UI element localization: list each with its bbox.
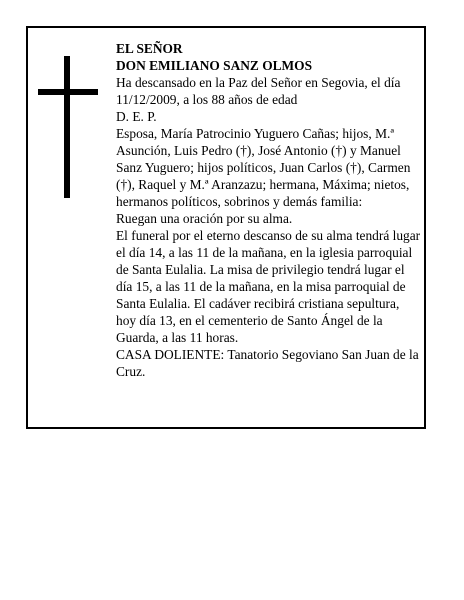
latin-cross-icon [38,56,98,198]
obituary-text [116,40,422,380]
deceased-name: DON EMILIANO SANZ OLMOS [116,58,313,73]
funeral-home: CASA DOLIENTE: Tanatorio Segoviano San Juan de la Cruz. [116,347,419,379]
cross-horizontal-bar [38,89,98,95]
obituary-notice [26,26,426,429]
notice-title: EL SEÑOR [116,41,183,56]
cross-vertical-bar [64,56,70,198]
rest-in-peace: D. E. P. [116,109,157,124]
family-members: Esposa, María Patrocinio Yuguero Cañas; hijos, M.ª Asunción, Luis Pedro (†), José Antonio (†) y Manuel Sanz Yuguero; hijos políticos, Juan Carlos (†), Carmen (†), Raquel y M.ª Aranzazu; hermana, Máxima; nietos, hermanos políticos, sobrinos y demás familia: [116,126,411,209]
prayer-request: Ruegan una oración por su alma. [116,211,293,226]
funeral-details: El funeral por el eterno descanso de su alma tendrá lugar el día 14, a las 11 de la mañana, en la iglesia parroquial de Santa Eulalia. La misa de privilegio tendrá lugar el día 15, a las 11 de la mañana, en la misa parroquial de Santa Eulalia. El cadáver recibirá cristiana sepultura, hoy día 13, en el cementerio de Santo Ángel de la Guarda, a las 11 horas. [116,228,421,345]
death-announcement: Ha descansado en la Paz del Señor en Segovia, el día 11/12/2009, a los 88 años de edad [116,75,401,107]
